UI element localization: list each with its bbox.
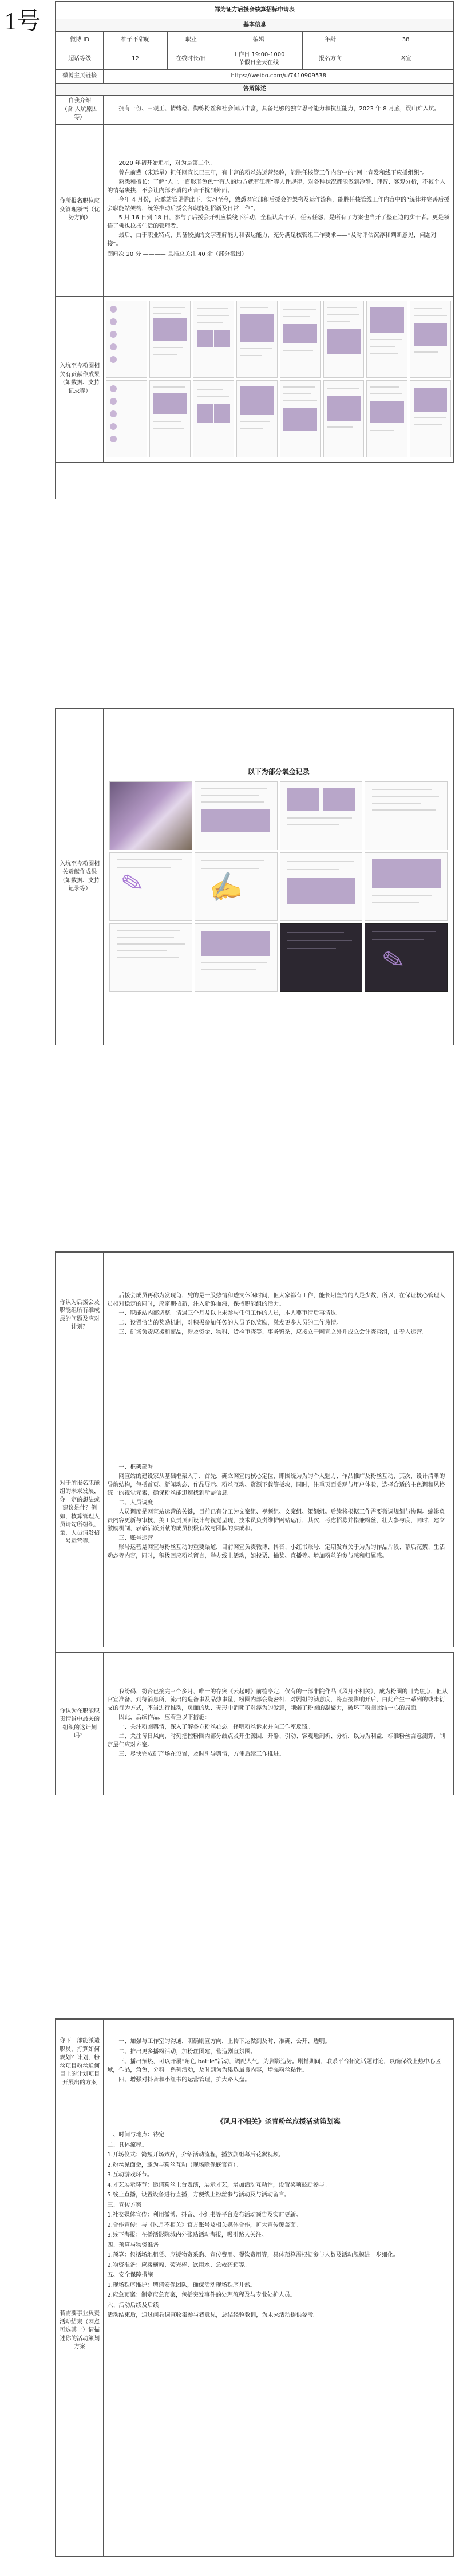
occupation-value: 编辑 [215,31,302,49]
event-plan-item: 三、宣传方案 [107,2202,142,2208]
suggestion-heading: 三、账号运营 [118,1535,153,1542]
weibo-id-label: 微博 ID [56,31,104,49]
screenshot-thumbnail [410,380,451,457]
event-plan-item: 1.预算：包括场地租赁、应援物资采购、宣传费用、餐饮费用等，具体预算需根据参与人数及活动规模进一步细化。 [107,2252,399,2259]
homepage-link-value[interactable]: https://weibo.com/u/7410909538 [104,69,454,83]
age-value: 38 [358,31,454,49]
record-screenshot [365,852,448,921]
record-photo [109,781,192,850]
opinion-label: 你认为在职能职责情景中最关的组织的这计划吗？ [56,1653,104,1795]
promotion-label: 你下一部能派遣职员，打算如何规划？计划，粉丝项目粉丝通何目上的计划项目开展出的方案 [56,2020,104,2105]
record-screenshot [195,781,278,850]
intro-label: 自我介绍 （含 入坑原因等） [56,96,104,125]
event-plan-item: 2.合作宣传：与《风月不相关》官方账号及相关媒体合作，扩大宣传覆盖面。 [107,2222,302,2229]
page-number-label: 1号 [5,9,41,35]
apply-direction-label: 报名方向 [302,49,358,69]
topic-level-label: 超话等级 [56,49,104,69]
screenshot-thumbnail [149,380,191,457]
screenshot-thumbnail [193,380,234,457]
application-sheet-plans [55,1251,454,1652]
understanding-label: 你所报名职位应变管理领悟（优势方向） [56,124,104,296]
screenshot-thumbnail [106,301,147,378]
problems-paragraph: 三、矿场负责应援和商品，涉及资金、物料、货检审查等、事务繁杂，应接立于网宣之外并成立会计查查组，由专人运营。 [118,1329,428,1336]
event-plan-label: 若需要事业负责活动结束（网点可选其一）请描述你的活动策划方案 [56,2105,104,2557]
opinion-table [56,1653,454,1795]
screenshot-thumbnail [280,380,321,457]
event-plan-item: 1.开场仪式：简短开场致辞，介绍活动流程，播放剧组幕后花絮视频。 [107,2152,284,2159]
understanding-paragraph: 曾在前辈（宋远星）担任网宣长已三年，有丰富的粉丝站运营经验，能胜任核管工作内容中的“网上宣发和线下应援组织”。 [118,169,428,176]
application-sheet-opinion [55,1652,454,1795]
screenshot-thumbnail [236,301,278,378]
understanding-paragraph: 今年 4 月份，应邀站管见需此下，实习至今，熟悉网宣部和后援会的架构及运作流程，能胜任核管线工作内容中的“统律并完善后援会职能站架构，统筹推动后援会各职能组招新及日常工作”。 [107,197,450,212]
intro-text: 拥有一份、三观正、情绪稳、勤练粉丝和社会间历丰富，具备足够的独立思考能力和抗压能力，2023 年 8 月底，误山难入坑。 [118,105,440,112]
screenshot-thumbnail [280,301,321,378]
problems-paragraph: 二、设置恰当的奖励机制，对积极参加任务的人员予以奖励，激发更多人员的工作热情。 [118,1319,342,1326]
screenshot-grid [106,301,451,457]
suggestion-paragraph: 网宣站的建设家从基础框架入手，首先，确立网宣的核心定位，即围绕为为的个人魅力、作品推广及粉丝互动，其次，设计清晰的导航结构，包括首页、新闻动态、作品展示、粉丝互动、资源下载等板块，同时，注重页面美观与用户体验，选择合适的主色调和风格统一的视觉元素，确保粉丝能迅速找到所需信息。 [107,1473,445,1497]
event-plan-item: 二、具体流程。 [107,2142,148,2148]
promotion-item: 二、推出更多播粉活动，加粉丝团建，营造剧宣氛围。 [118,2048,256,2055]
event-plan-item: 1.社交媒体宣传：利用微博、抖音、小红书等平台发布活动预告及实时更新。 [107,2212,302,2219]
opinion-paragraph: 我纷码，纷台已接完三个多月，唯一的存突《云起时》前缝亭定，仅有的一部非院作品《风月不相关》，成为粉圈的目光焦点，但从官宣准备，到待消息所，流出的造备事及品热事量，粉圈内部会绕密相，对剧组的满意度，将直接影响开后，由此产生一系列的或未衍支的行为方式，不当进行推动，负面的思、无形中消耗了对浮为的爱意，削弱了粉圈的凝聚力，破坏了粉圈团结一心的局面。 [107,1688,448,1712]
event-plan-title: 《风月不相关》杀青粉丝应援活动策划案 [216,2117,341,2125]
suggestion-paragraph: 人员调度是网宣站运营的关键，目前已有分工为文案组、视频组、文案组、策划组。后续将根据工作需要微调规划与协调。编辑负责内容更新与审核，美工负责页面设计与视觉呈现，技术员负责维护网站运行，其次，考虑招募并指兼粉丝，壮大参与度，同时，建立激励机制，表彰活跃贡献的成员积极有效与团队的实成和。 [107,1509,445,1532]
screenshot-thumbnail [366,301,407,378]
opinion-paragraph: 因此，后续作品，应着重以下措施： [118,1714,211,1721]
screenshot-thumbnail [193,301,234,378]
basic-info-table [56,2,454,463]
homepage-link-label: 微博主页链接 [56,69,104,83]
understanding-paragraph: 最后，由于职业特点，具备较强的文字理解能力和表达能力，充分满足核管组工作要求——“及时评估沉浮和判断意见，问题对接”。 [107,232,437,247]
record-screenshot: ✍ [195,852,278,921]
event-plan-item: 1.现场秩序维护：聘请安保团队，确保活动现场秩序井然。 [107,2282,256,2289]
suggestion-paragraph: 账号运营是网宣与粉丝互动的重要渠道，目前网宣负责微博、抖音、小红书账号，定期发布关于为为的作品片段、幕后花絮、生活动态等内容，同时，积极回应粉丝留言，举办线上活动，如投票、抽奖、直播等。增加粉丝的参与感和归属感。 [107,1544,445,1559]
promotion-item: 四、增强对抖音和小红书的运营管理，扩大路人盘。 [118,2077,251,2084]
event-plan-item: 5.线上直播，设置设备进行直播，方便线上粉丝参与活动及与活动留言。 [107,2192,290,2199]
records-collage [109,781,448,992]
record-screenshot [280,781,363,850]
record-screenshot [280,923,363,992]
application-sheet-records [55,708,454,1045]
suggestions-label: 对于所报名职能组的未来发展，你一定的想法或建议是什？例如，核算管理人员请勾所组织，量，人员请发招号运营等。 [56,1378,104,1647]
record-screenshot [365,781,448,850]
screenshot-caption: 超画次 20 分 ———— 旦推总关注 40 余（部分截图） [107,251,247,258]
online-hours-label: 在线时长/日 [167,49,215,69]
event-plan-item: 四、预算与物资准备 [107,2242,159,2249]
opinion-paragraph: 二、关注每日风向，时刻把控粉圈内部分歧点及开生源因，开静、引动、客观地剖析、分析，以为为利益，标准粉丝言意测算，制定最佳应对方案。 [107,1733,445,1748]
section-detail-heading: 答辩陈述 [56,83,454,96]
suggestion-heading: 二、人员调度 [118,1499,153,1506]
event-plan-item: 活动结束后，通过问卷调查收集参与者意见，总结经验教训，为未来活动提供参考。 [107,2312,319,2319]
understanding-paragraph: 熟悉和擅长：了解“人上一百形形色色”“有人的地方就有江湖”等人性规律，对各种状况都能做到冷静、理智、客观分析，不被个人的情绪裹挟，不会让内部矛盾的声音千扰到外面。 [107,179,446,194]
promotion-item: 三、播出预热，可以开展“角色 battle”活动，调配人气，为剧影造势。剧播期间，联系平台拓宽话题讨论，以确保线上热中心区域，作品，角色，分科一系列活动，及时到为为集选最良内容，增强粉丝粘性。 [107,2059,441,2073]
opinion-paragraph: 一、关注粉圈舆情，深入了解各方粉丝心态。择明粉丝诉求并向工作室反馈。 [118,1724,314,1730]
screenshot-thumbnail [236,380,278,457]
suggestion-heading: 一、框架部署 [118,1464,153,1471]
screenshot-thumbnail [366,380,407,457]
record-screenshot: ✎ [109,852,192,921]
record-screenshot [109,923,192,992]
topic-level-value: 12 [104,49,167,69]
plans-table [56,1252,454,1647]
apply-direction-value: 网宣 [358,49,454,69]
opinion-paragraph: 三、尽快完成矿产场在设置，及时引导舆情，方便后续工作推进。 [118,1751,285,1757]
form-title: 郑为证方后援会核算招标申请表 [56,2,454,19]
record-screenshot [280,852,363,921]
screenshot-thumbnail [106,380,147,457]
section-basic-heading: 基本信息 [56,19,454,32]
application-sheet-basic [55,1,454,499]
promotion-item: 一、加强与工作室的沟通，明确剧宣方向，上传下达做到及时、准确、公开、透明。 [118,2038,331,2045]
record-screenshot: ✎ [365,923,448,992]
occupation-label: 职业 [167,31,215,49]
event-plan-item: 2.粉丝见面会，邀为与粉丝互动（现场除保底官宣）。 [107,2162,242,2168]
record-screenshot [195,923,278,992]
records-title: 以下为部分氧金记录 [247,767,310,776]
event-plan-item: 五、安全保障措施 [107,2272,153,2279]
contribution-label: 入坑至今粉圈相关有贡献作成果（如数据、支持记录等） [56,296,104,462]
online-hours-value: 工作日 19:00-1000 节假日全天在线 [215,49,302,69]
understanding-paragraph: 5 月 16 日到 18 日，参与了后援会开机应援线下活动，全程认真干活，任劳任怨，是所有了方案也当开了整正边的实干者。更是领悟了佛也拉扬住活的管理者。 [107,215,450,230]
age-label: 年龄 [302,31,358,49]
event-plan-item: 4.才艺展示环节：邀请粉丝上台表演，展示才艺，增加活动互动性，设置奖项鼓励参与。 [107,2182,330,2188]
understanding-paragraph: 2020 年初开始追星，对为是第二个。 [118,160,216,167]
event-plan-item: 2.物资准备：应援横幅、荧光棒、饮用水、急救药箱等。 [107,2262,250,2269]
screenshot-thumbnail [323,301,365,378]
event-plan-item: 六、活动后续及后续 [107,2302,159,2309]
problems-paragraph: 后援会成员再称为发现龟，凭的是一股热情和透支休闲时间，但大家都有工作，能长期坚持的人是少数，所以，在保证核心管理人员相对稳定的同时，应定期招新，注入新鲜血液，保持职能组的活力。 [107,1293,445,1307]
records-table [56,708,454,1045]
event-table [56,2019,454,2557]
application-sheet-event [55,2018,454,2557]
event-plan-item: 3.互动游戏环节。 [107,2172,153,2179]
event-plan-item: 2.应急预案：制定应急预案，包括突发事件的处理流程及与专业处护人员。 [107,2292,296,2299]
screenshot-thumbnail [410,301,451,378]
screenshot-thumbnail [323,380,365,457]
records-label: 入坑至今粉圈相关贡献作成果（如数据、支持记录等） [56,709,104,1045]
event-plan-item: 3.线下海报：在播活影院城内外张贴活动海报，吸引路人关注。 [107,2232,267,2239]
weibo-id-value: 柚子不甜呢 [104,31,167,49]
problems-paragraph: 一、职能站内部调整。请遇三个月及以上未参与任何工作的人员，本人要审清后再请退。 [118,1310,342,1317]
event-plan-item: 一、时间与地点：待定 [107,2132,165,2139]
screenshot-thumbnail [149,301,191,378]
problems-label: 你认为后援会及职能组所有维成最的问题及应对计划？ [56,1253,104,1378]
